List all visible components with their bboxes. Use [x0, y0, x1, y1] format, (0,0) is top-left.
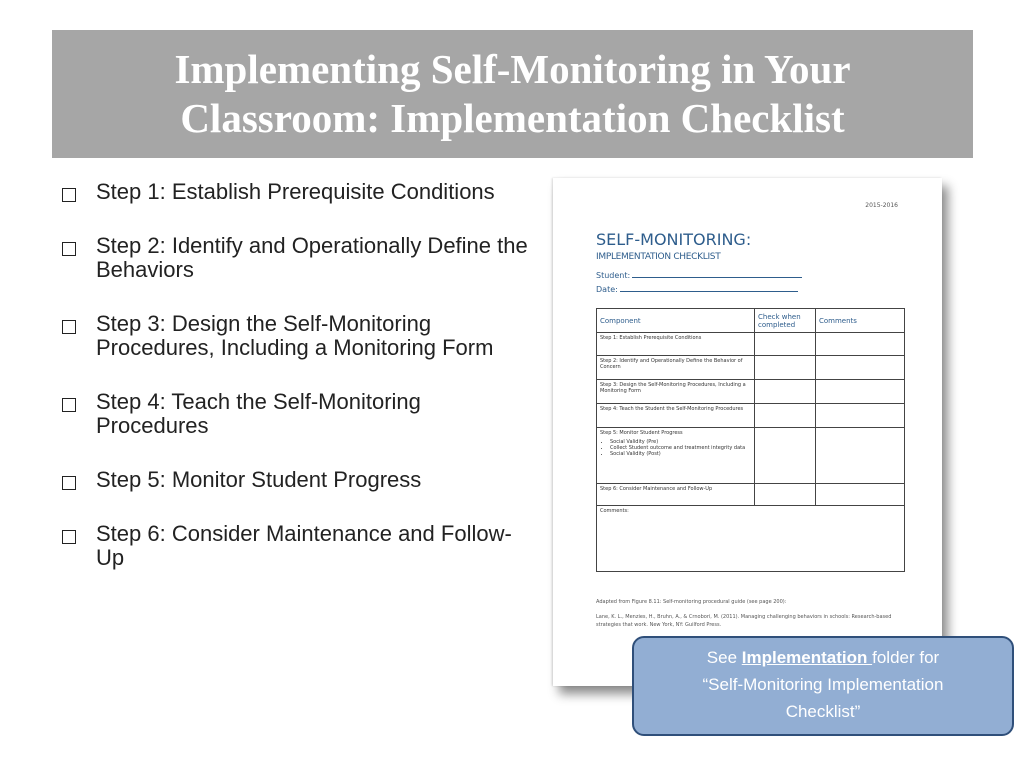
list-item: [62, 468, 532, 492]
checklist-table: [596, 308, 905, 572]
table-row: [597, 484, 905, 506]
step-label: Step 3: Design the Self-Monitoring Procedures, Including a Monitoring Form: [96, 311, 494, 360]
callout-line-2: “Self-Monitoring Implementation: [702, 675, 944, 694]
list-item: [62, 522, 532, 570]
callout-suffix: folder for: [872, 648, 940, 667]
table-row: [597, 428, 905, 484]
callout-line-3: Checklist”: [785, 702, 861, 721]
bullet-item: • Collect Student outcome and treatment integrity data: [610, 445, 751, 451]
header-component: Component: [597, 309, 755, 333]
header-check: Check when completed: [755, 309, 816, 333]
checkbox-icon: [62, 320, 76, 334]
bullet-item: • Social Validity (Pre): [610, 439, 751, 445]
step-label: Step 6: Consider Maintenance and Follow-Up: [96, 521, 512, 570]
table-row: [597, 356, 905, 380]
row-label: Step 2: Identify and Operationally Define the Behavior of Concern: [597, 356, 755, 380]
comments-label: Comments:: [597, 506, 905, 572]
callout-prefix: See: [706, 648, 742, 667]
step-label: Step 4: Teach the Self-Monitoring Procedures: [96, 389, 421, 438]
date-label: Date:: [596, 285, 618, 294]
footnote-citation: Lane, K. L., Menzies, H., Bruhn, A., & Crnobori, M. (2011). Managing challenging behaviors in schools: Research-based strategies that work. New York, NY: Guilford Press.: [596, 614, 892, 628]
checkbox-icon: [62, 188, 76, 202]
footnote-source: Adapted from Figure 8.11: Self-monitoring procedural guide (see page 200):: [596, 599, 787, 605]
table-header-row: [597, 309, 905, 333]
implementation-folder-link[interactable]: Implementation: [741, 648, 873, 667]
row-label: Step 4: Teach the Student the Self-Monitoring Procedures: [597, 404, 755, 428]
step-label: Step 2: Identify and Operationally Define the Behaviors: [96, 233, 528, 282]
row-label: Step 6: Consider Maintenance and Follow-Up: [597, 484, 755, 506]
date-field: [596, 284, 798, 294]
row-label: Step 1: Establish Prerequisite Conditions: [597, 333, 755, 356]
step5-bullets: [600, 439, 751, 457]
slide-title: [174, 45, 850, 143]
list-item: [62, 390, 532, 438]
student-label: Student:: [596, 271, 631, 280]
checklist-document-image: [553, 178, 942, 686]
list-item: [62, 180, 532, 204]
document-year: 2015-2016: [865, 202, 898, 209]
header-comments: Comments: [816, 309, 905, 333]
step-label: Step 1: Establish Prerequisite Conditions: [96, 179, 495, 204]
bullet-item: • Social Validity (Post): [610, 451, 751, 457]
checkbox-icon: [62, 530, 76, 544]
list-item: [62, 234, 532, 282]
title-line-1: Implementing Self-Monitoring in Your: [174, 46, 851, 92]
title-bar: [52, 30, 973, 158]
checkbox-icon: [62, 476, 76, 490]
student-field: [596, 270, 802, 280]
step-label: Step 5: Monitor Student Progress: [96, 467, 422, 492]
row-label: Step 3: Design the Self-Monitoring Procedures, Including a Monitoring Form: [597, 380, 755, 404]
comments-row: [597, 506, 905, 572]
document-subtitle: IMPLEMENTATION CHECKLIST: [596, 252, 721, 262]
title-line-2: Classroom: Implementation Checklist: [180, 95, 845, 141]
row-label: Step 5: Monitor Student Progress: [600, 430, 683, 436]
step-list: [62, 180, 532, 600]
table-row: [597, 380, 905, 404]
checkbox-icon: [62, 398, 76, 412]
checkbox-icon: [62, 242, 76, 256]
document-title: SELF-MONITORING:: [596, 230, 752, 249]
list-item: [62, 312, 532, 360]
table-row: [597, 404, 905, 428]
callout-box: [632, 636, 1014, 736]
table-row: [597, 333, 905, 356]
